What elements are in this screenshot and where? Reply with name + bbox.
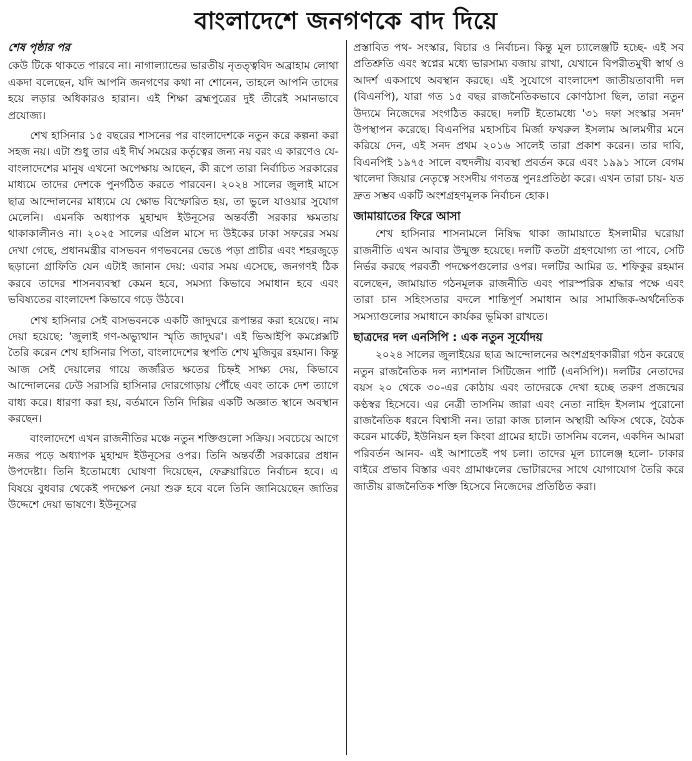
headline: বাংলাদেশে জনগণকে বাদ দিয়ে — [194, 7, 498, 35]
paragraph: শেখ হাসিনার শাসনামলে নিষিদ্ধ থাকা জামায়াতে ইসলামীর ঘরোয়া রাজনীতি এখন আবার উন্মুক্ত হয়েছে। দলটি কতটা গ্রহণযোগ্য তা পাবে, সেটি নির্ভর করছে পরবর্তী পদক্ষেপগুলোর ওপর। দলটির আমির ড. শফিকুর রহমান বলেছেন, জামায়াত গঠনমূলক রাজনীতি এবং পারস্পরিক শ্রদ্ধার পক্ষে এবং তারা চান সহিংসতার বদলে শান্তিপূর্ণ সমাধান আর সামাজিক-অর্থনৈতিক সমস্যাগুলোর সমাধানে কার্যকর ভূমিকা রাখতে। — [353, 228, 684, 323]
paragraph: ২০২৪ সালের জুলাইয়ের ছাত্র আন্দোলনের অংশগ্রহণকারীরা গঠন করেছে নতুন রাজনৈতিক দল ন্যাশনাল সিটিজেন পার্টি (এনসিপি)। দলটির নেতাদের বয়স ২০ থেকে ৩০-এর কোঠায় এবং তাদেরকে দেখা হচ্ছে তরুণ প্রজন্মের কণ্ঠস্বর হিসেবে। এর নেত্রী তাসনিম জারা এবং নেতা নাহিদ ইসলাম পুরোনো রাজনৈতিক ধরনে বিশ্বাসী নন। তারা কাজ চালান অস্থায়ী অফিস থেকে, বৈঠক করেন মার্কেট, ইউনিয়ন হল কিংবা গ্রামের হাটে। তাসনিম বলেন, একদিন আমরা পরিবর্তন আনব- এই আশাতেই পথ চলা। তাদের মূল চ্যালেঞ্জ হলো- ঢাকার বাইরে প্রভাব বিস্তার এবং গ্রামাঞ্চলের ভোটারদের সাথে যোগাযোগ তৈরি করে জাতীয় রাজনৈতিক শক্তি হিসেবে নিজেদের প্রতিষ্ঠিত করা। — [353, 349, 684, 493]
right-column — [347, 40, 685, 755]
subheading: ছাত্রদের দল এনসিপি : এক নতুন সূর্যোদয় — [353, 329, 543, 344]
article-columns — [8, 40, 684, 755]
subheading: জামায়াতের ফিরে আসা — [353, 209, 461, 224]
left-column — [8, 40, 347, 755]
paragraph: বাংলাদেশে এখন রাজনীতির মঞ্চে নতুন শক্তিগুলো সক্রিয়। সবচেয়ে আগে নজর পড়ে অধ্যাপক মুহাম্মদ ইউনূসের ওপর। তিনি অন্তর্বর্তী সরকারের প্রধান উপদেষ্টা। তিনি ইতোমধ্যে ঘোষণা দিয়েছেন, ফেব্রুয়ারিতে নির্বাচন হবে। এ বিষয়ে বুধবার থেকেই পদক্ষেপ নেয়া শুরু হবে বলে তিনি জানিয়েছেন জাতির উদ্দেশে দেয়া ভাষণে। ইউনূসের — [8, 433, 339, 511]
paragraph: শেখ হাসিনার ১৫ বছরের শাসনের পর বাংলাদেশকে নতুন করে কল্পনা করা সহজ নয়। এটা শুধু তার এই দীর্ঘ সময়ের কর্তৃত্বের জন্য নয় বরং এ কারণেও যে- বাংলাদেশের মানুষ এখনো অপেক্ষায় আছেন, কী রূপে তারা নির্বাচিত সরকারের মাধ্যমে তাদের দেশকে পুনর্গঠিত করতে পারবেন। ২০২৪ সালের জুলাই মাসে ছাত্র আন্দোলনের মাধ্যমে যে ক্ষোভ বিস্ফোরিত হয়, তা ভুলে যাওয়ার সুযোগ মেলেনি। এমনকি অধ্যাপক মুহাম্মদ ইউনূসের অন্তর্বর্তী সরকার ক্ষমতায় থাকাকালীনও না। ২০২৫ সালের এপ্রিল মাসে দ্য উইকের ঢাকা সফরের সময় দেখা গেছে, প্রধানমন্ত্রীর বাসভবন গণভবনের ভেঙে পড়া প্রাচীর এবং শহরজুড়ে ছড়ানো গ্রাফিতি যেন এটাই জানান দেয়: এবার সময় এসেছে, জনগণই ঠিক করবে তাদের শাসনব্যবস্থা কেমন হবে, সমস্যা কিভাবে সমাধান হবে এবং ভবিষ্যতের বাংলাদেশ কিভাবে গড়ে উঠবে। — [8, 130, 339, 307]
paragraph: কেউ টিকে থাকতে পারবে না। নাগাল্যান্ডের ভারতীয় নৃতত্ত্ববিদ অব্রাহাম লোথা একদা বলেছেন, যদি আপনি জনগণের কথা না শোনেন, তাহলে আপনি তাদের হয়ে লড়ার অধিকারও হারান। এই শিক্ষা ব্রহ্মপুত্রের দুই তীরেই সমানভাবে প্রযোজ্য। — [8, 60, 339, 122]
paragraph: প্রস্তাবিত পথ- সংস্কার, বিচার ও নির্বাচন। কিন্তু মূল চ্যালেঞ্জটি হচ্ছে- এই সব প্রতিশ্রুতি এবং স্বপ্নের মধ্যে ভারসাম্য বজায় রাখা, যেখানে বিপরীতমুখী স্বার্থ ও আদর্শ একসাথে অবস্থান করছে। এই সুযোগে বাংলাদেশ জাতীয়তাবাদী দল (বিএনপি), যারা গত ১৫ বছর রাজনৈতিকভাবে কোণঠাসা ছিল, তারা নতুন উদ্যমে নিজেদের সংগঠিত করছে। দলটি ইতোমধ্যে '৩১ দফা সংস্কার সনদ' উপস্থাপন করেছে। বিএনপির মহাসচিব মির্জা ফখরুল ইসলাম আলমগীর মনে করিয়ে দেন, এই সনদ প্রথম ২০১৬ সালেই তারা প্রকাশ করেন। তার দাবি, বিএনপিই ১৯৭৫ সালে বহুদলীয় ব্যবস্থা প্রবর্তন করে এবং ১৯৯১ সালে বেগম খালেদা জিয়ার নেতৃত্বে সংসদীয় গণতন্ত্র পুনঃপ্রতিষ্ঠা করে। এখন তারা চায়- যত দ্রুত সম্ভব একটি অংশগ্রহণমূলক নির্বাচন হোক। — [353, 42, 684, 202]
continued-from-label: শেষ পৃষ্ঠার পর — [8, 41, 71, 54]
paragraph: শেখ হাসিনার সেই বাসভবনকে একটি জাদুঘরে রূপান্তর করা হয়েছে। নাম দেয়া হয়েছে: 'জুলাই গণ-অভ্যুত্থান স্মৃতি জাদুঘর'। এই ভিআইপি কমপ্লেক্সটি তৈরি করেন শেখ হাসিনার পিতা, বাংলাদেশের স্থপতি শেখ মুজিবুর রহমান। কিন্তু আজ সেই দেয়ালের গায়ে জর্জরিত ক্ষতের চিহ্নই সাক্ষ্য দেয়, কিভাবে আন্দোলনের ঢেউ সরাসরি হাসিনার দোরগোড়ায় পৌঁছে এবং তাকে দেশ ত্যাগে বাধ্য করে। ধারণা করা হয়, বর্তমানে তিনি দিল্লির একটি অজ্ঞাত স্থানে অবস্থান করছেন। — [8, 314, 339, 425]
